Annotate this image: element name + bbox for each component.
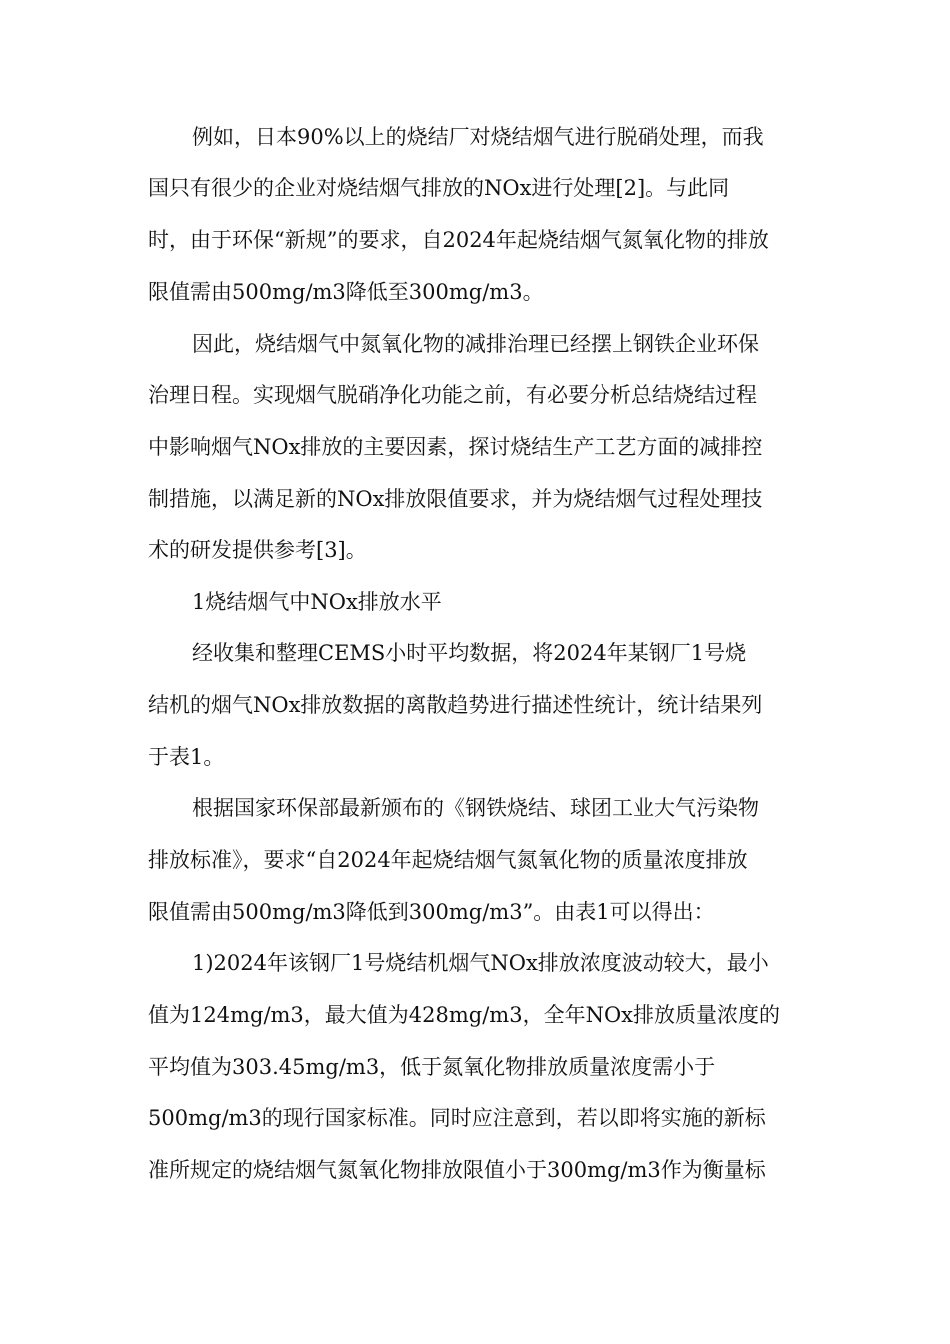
paragraph-2-line-4: 制措施，以满足新的NOx排放限值要求，并为烧结烟气过程处理技 — [148, 487, 763, 511]
paragraph-5-line-1: 1)2024年该钢厂1号烧结机烟气NOx排放浓度波动较大，最小 — [192, 951, 769, 975]
paragraph-5-line-5: 准所规定的烧结烟气氮氧化物排放限值小于300mg/m3作为衡量标 — [148, 1158, 766, 1182]
paragraph-2-line-3: 中影响烟气NOx排放的主要因素，探讨烧结生产工艺方面的减排控 — [148, 435, 763, 459]
paragraph-4-line-2: 排放标准》，要求“自2024年起烧结烟气氮氧化物的质量浓度排放 — [148, 848, 748, 872]
paragraph-5-line-3: 平均值为303.45mg/m3，低于氮氧化物排放质量浓度需小于 — [148, 1055, 716, 1079]
paragraph-2-line-1: 因此，烧结烟气中氮氧化物的减排治理已经摆上钢铁企业环保 — [192, 332, 759, 356]
paragraph-1-line-4: 限值需由500mg/m3降低至300mg/m3。 — [148, 280, 544, 304]
paragraph-1-line-1: 例如，日本90%以上的烧结厂对烧结烟气进行脱硝处理，而我 — [192, 125, 764, 149]
paragraph-1-line-2: 国只有很少的企业对烧结烟气排放的NOx进行处理[2]。与此同 — [148, 176, 730, 200]
paragraph-4-line-1: 根据国家环保部最新颁布的《钢铁烧结、球团工业大气污染物 — [192, 796, 759, 820]
paragraph-2-line-5: 术的研发提供参考[3]。 — [148, 538, 367, 562]
paragraph-1-line-3: 时，由于环保“新规”的要求，自2024年起烧结烟气氮氧化物的排放 — [148, 228, 769, 252]
paragraph-5-line-4: 500mg/m3的现行国家标准。同时应注意到，若以即将实施的新标 — [148, 1106, 766, 1130]
section-heading: 1烧结烟气中NOx排放水平 — [192, 590, 442, 614]
paragraph-2-line-2: 治理日程。实现烟气脱硝净化功能之前，有必要分析总结烧结过程 — [148, 383, 757, 407]
paragraph-3-line-1: 经收集和整理CEMS小时平均数据，将2024年某钢厂1号烧 — [192, 641, 747, 665]
paragraph-3-line-3: 于表1。 — [148, 745, 225, 769]
paragraph-4-line-3: 限值需由500mg/m3降低到300mg/m3”。由表1可以得出： — [148, 900, 715, 924]
paragraph-3-line-2: 结机的烟气NOx排放数据的离散趋势进行描述性统计，统计结果列 — [148, 693, 763, 717]
paragraph-5-line-2: 值为124mg/m3，最大值为428mg/m3，全年NOx排放质量浓度的 — [148, 1003, 781, 1027]
